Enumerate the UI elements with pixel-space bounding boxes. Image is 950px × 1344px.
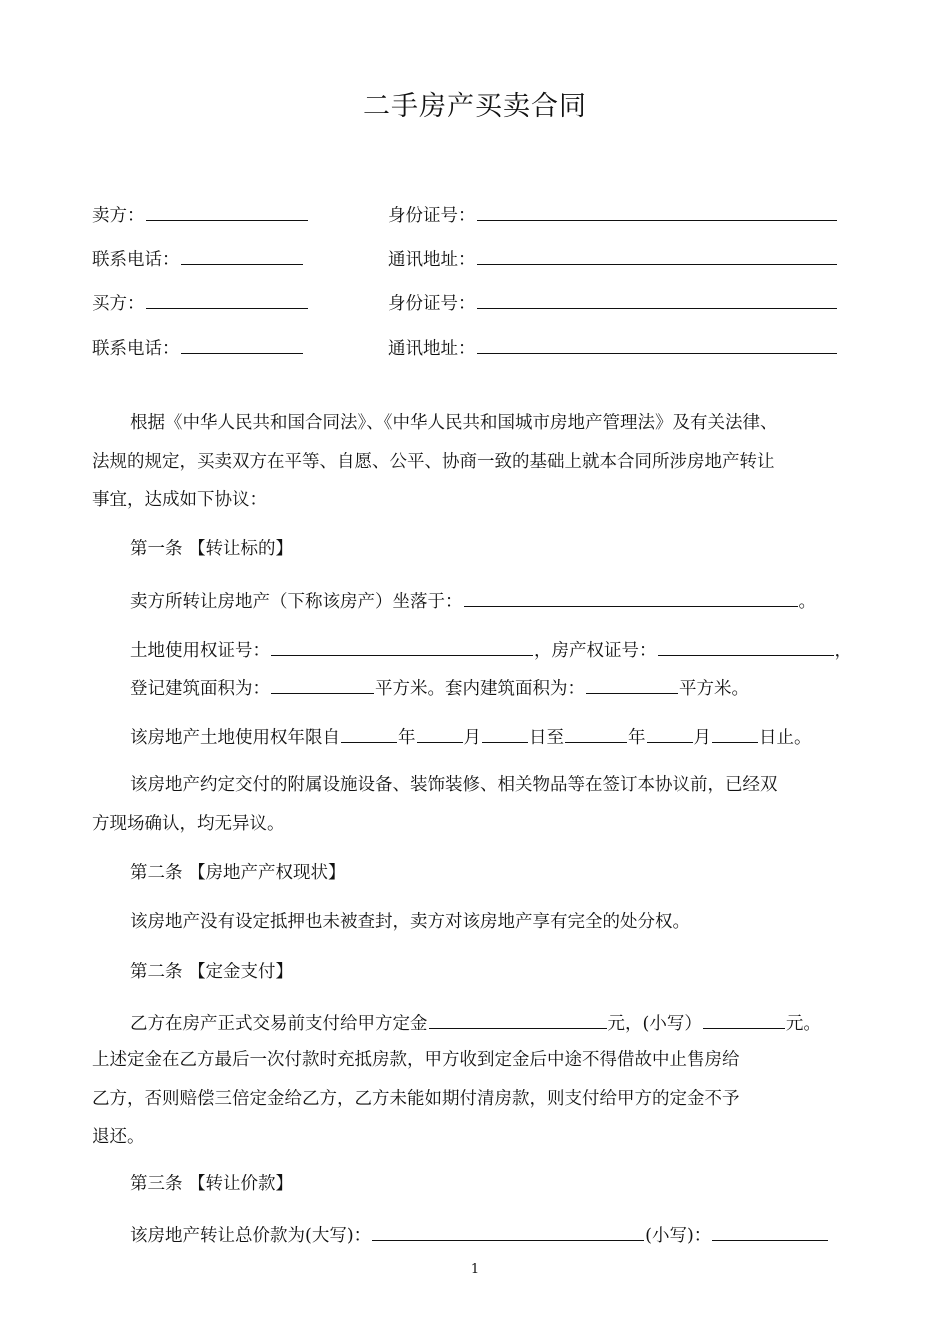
house-cert-end: ， — [834, 641, 852, 661]
deposit-line-4: 退还。 — [92, 1127, 145, 1147]
article-2-heading: 第二条 【房地产产权现状】 — [130, 863, 346, 883]
cert-row — [130, 637, 852, 663]
deposit-line-2: 上述定金在乙方最后一次付款时充抵房款，甲方收到定金后中途不得借故中止售房给 — [92, 1050, 740, 1070]
buyer-phone-field[interactable] — [181, 335, 303, 354]
start-month-field[interactable] — [417, 724, 463, 743]
inner-area-unit: 平方米。 — [679, 679, 749, 699]
article-4-heading: 第三条 【转让价款】 — [130, 1174, 294, 1194]
intro-line-1: 根据《中华人民共和国合同法》、《中华人民共和国城市房地产管理法》及有关法律、 — [130, 413, 778, 433]
seller-phone-row — [92, 246, 304, 272]
seller-name-field[interactable] — [146, 202, 308, 221]
location-label: 卖方所转让房地产（下称该房产）坐落于： — [130, 592, 463, 612]
location-end: 。 — [798, 592, 816, 612]
deposit-end: 元。 — [785, 1014, 821, 1034]
deposit-amount-field[interactable] — [429, 1010, 607, 1029]
reg-area-unit: 平方米。套内建筑面积为： — [375, 679, 585, 699]
intro-line-2: 法规的规定，买卖双方在平等、自愿、公平、协商一致的基础上就本合同所涉房地产转让 — [92, 452, 775, 472]
start-day-field[interactable] — [482, 724, 528, 743]
price-small-label: (小写)： — [645, 1226, 712, 1246]
fixtures-line-1: 该房地产约定交付的附属设施设备、装饰装修、相关物品等在签订本协议前，已经双 — [130, 775, 778, 795]
buyer-phone-label: 联系电话： — [92, 339, 180, 359]
reg-area-label: 登记建筑面积为： — [130, 679, 270, 699]
buyer-id-row — [388, 290, 838, 316]
day-to-label: 日至 — [529, 728, 564, 748]
seller-addr-label: 通讯地址： — [388, 250, 476, 270]
deposit-line-3: 乙方，否则赔偿三倍定金给乙方，乙方未能如期付清房款，则支付给甲方的定金不予 — [92, 1089, 740, 1109]
area-row — [130, 675, 749, 701]
fixtures-line-2: 方现场确认，均无异议。 — [92, 814, 285, 834]
end-year-field[interactable] — [565, 724, 627, 743]
price-big-field[interactable] — [372, 1222, 644, 1241]
deposit-prefix: 乙方在房产正式交易前支付给甲方定金 — [130, 1014, 428, 1034]
buyer-name-field[interactable] — [146, 290, 308, 309]
reg-area-field[interactable] — [271, 675, 374, 694]
buyer-addr-row — [388, 335, 838, 361]
seller-id-field[interactable] — [477, 202, 837, 221]
inner-area-field[interactable] — [586, 675, 678, 694]
buyer-phone-row — [92, 335, 304, 361]
price-row — [130, 1222, 829, 1248]
article-3-heading: 第二条 【定金支付】 — [130, 962, 294, 982]
location-row — [130, 588, 816, 614]
seller-addr-row — [388, 246, 838, 272]
buyer-addr-label: 通讯地址： — [388, 339, 476, 359]
article-2-text: 该房地产没有设定抵押也未被查封，卖方对该房地产享有完全的处分权。 — [130, 912, 690, 932]
month2-label: 月 — [693, 728, 711, 748]
buyer-row — [92, 290, 309, 316]
seller-phone-field[interactable] — [181, 246, 303, 265]
seller-row — [92, 202, 309, 228]
house-cert-field[interactable] — [658, 637, 834, 656]
buyer-id-label: 身份证号： — [388, 294, 476, 314]
start-year-field[interactable] — [341, 724, 397, 743]
seller-id-row — [388, 202, 838, 228]
seller-id-label: 身份证号： — [388, 206, 476, 226]
term-row — [130, 724, 812, 750]
page-number: 1 — [470, 1262, 480, 1277]
location-field[interactable] — [464, 588, 798, 607]
house-cert-label: ，房产权证号： — [534, 641, 657, 661]
price-small-field[interactable] — [712, 1222, 828, 1241]
price-prefix: 该房地产转让总价款为(大写)： — [130, 1226, 372, 1246]
end-day-field[interactable] — [712, 724, 758, 743]
seller-label: 卖方： — [92, 206, 145, 226]
article-1-heading: 第一条 【转让标的】 — [130, 539, 294, 559]
deposit-mid: 元，(小写） — [607, 1014, 702, 1034]
year-label: 年 — [398, 728, 416, 748]
page-title: 二手房产买卖合同 — [363, 91, 587, 122]
land-cert-field[interactable] — [271, 637, 533, 656]
end-month-field[interactable] — [647, 724, 693, 743]
seller-addr-field[interactable] — [477, 246, 837, 265]
year2-label: 年 — [628, 728, 646, 748]
buyer-addr-field[interactable] — [477, 335, 837, 354]
buyer-id-field[interactable] — [477, 290, 837, 309]
land-cert-label: 土地使用权证号： — [130, 641, 270, 661]
seller-phone-label: 联系电话： — [92, 250, 180, 270]
buyer-label: 买方： — [92, 294, 145, 314]
intro-line-3: 事宜，达成如下协议： — [92, 490, 267, 510]
day-end-label: 日止。 — [759, 728, 812, 748]
deposit-row — [130, 1010, 821, 1036]
term-prefix: 该房地产土地使用权年限自 — [130, 728, 340, 748]
deposit-small-field[interactable] — [703, 1010, 785, 1029]
month-label: 月 — [463, 728, 481, 748]
